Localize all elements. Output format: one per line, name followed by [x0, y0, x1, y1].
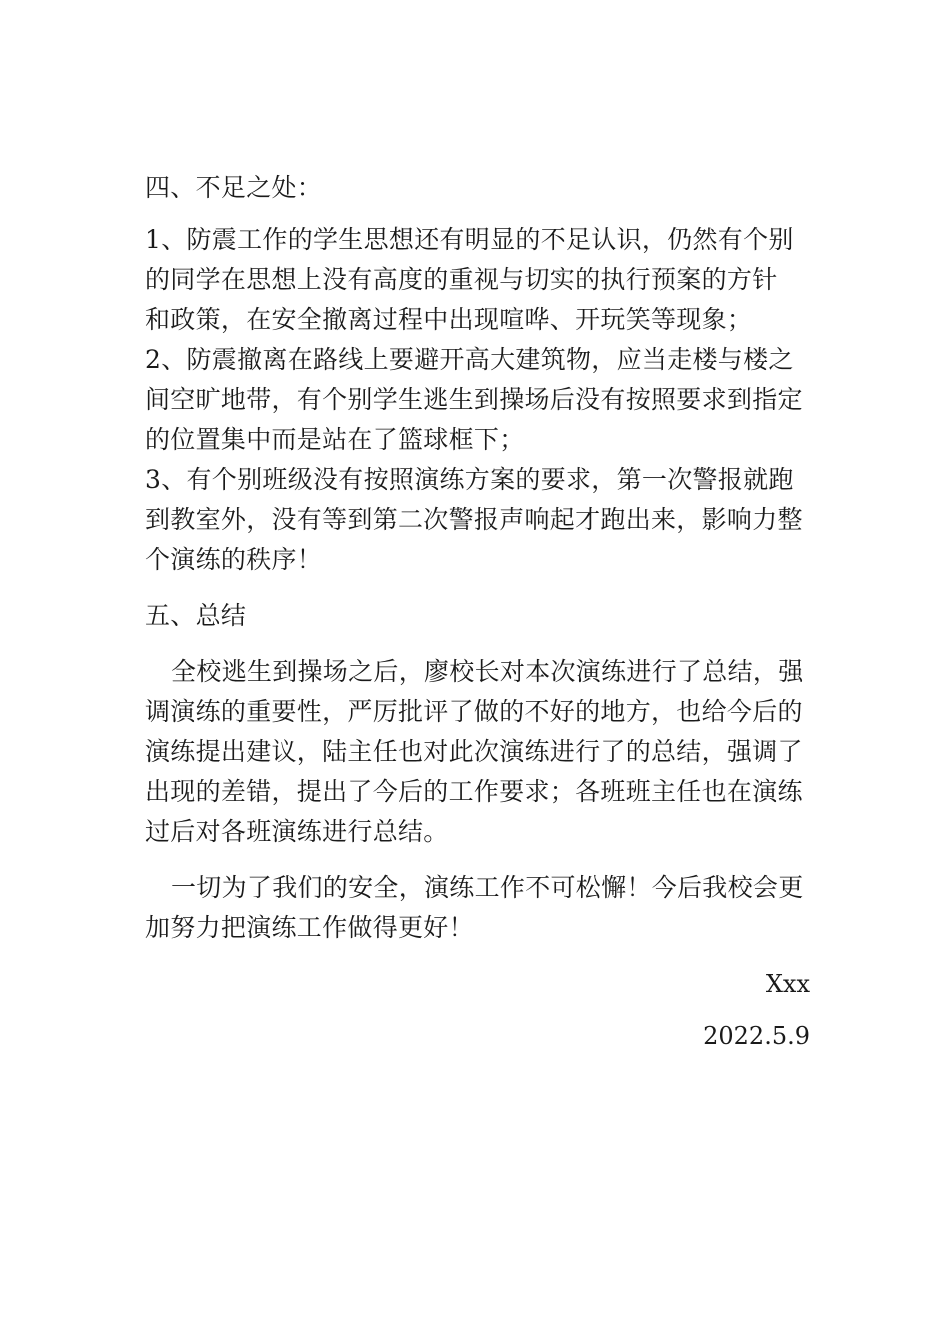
text-line: 3、有个别班级没有按照演练方案的要求，第一次警报就跑	[145, 465, 794, 494]
text-line: 1、防震工作的学生思想还有明显的不足认识，仍然有个别	[145, 225, 794, 254]
text-line: 到教室外，没有等到第二次警报声响起才跑出来，影响力整	[145, 505, 803, 534]
section5-paragraph-2	[145, 868, 810, 948]
text-line: 间空旷地带，有个别学生逃生到操场后没有按照要求到指定	[145, 385, 803, 414]
signature-name: Xxx	[765, 970, 810, 998]
text-line: 的位置集中而是站在了篮球框下；	[145, 425, 525, 454]
text-line: 的同学在思想上没有高度的重视与切实的执行预案的方针	[145, 265, 778, 294]
text-line: 一切为了我们的安全，演练工作不可松懈！今后我校会更	[171, 873, 804, 902]
section4-item2	[145, 340, 810, 460]
section4-item1	[145, 220, 810, 340]
signature-date: 2022.5.9	[703, 1022, 810, 1050]
section4-item3	[145, 460, 810, 580]
text-line: 个演练的秩序！	[145, 545, 323, 574]
text-line: 加努力把演练工作做得更好！	[145, 913, 474, 942]
text-line: 和政策，在安全撤离过程中出现喧哗、开玩笑等现象；	[145, 305, 753, 334]
text-line: 全校逃生到操场之后，廖校长对本次演练进行了总结，强	[171, 657, 804, 686]
section4-heading: 四、不足之处：	[145, 173, 323, 202]
text-line: 出现的差错，提出了今后的工作要求；各班班主任也在演练	[145, 777, 803, 806]
text-line: 调演练的重要性，严厉批评了做的不好的地方，也给今后的	[145, 697, 803, 726]
text-line: 2、防震撤离在路线上要避开高大建筑物，应当走楼与楼之	[145, 345, 794, 374]
section5-paragraph-1	[145, 652, 810, 852]
text-line: 过后对各班演练进行总结。	[145, 817, 449, 846]
document-page	[145, 168, 810, 1056]
section5-heading: 五、总结	[145, 601, 247, 630]
text-line: 演练提出建议，陆主任也对此次演练进行了的总结，强调了	[145, 737, 803, 766]
